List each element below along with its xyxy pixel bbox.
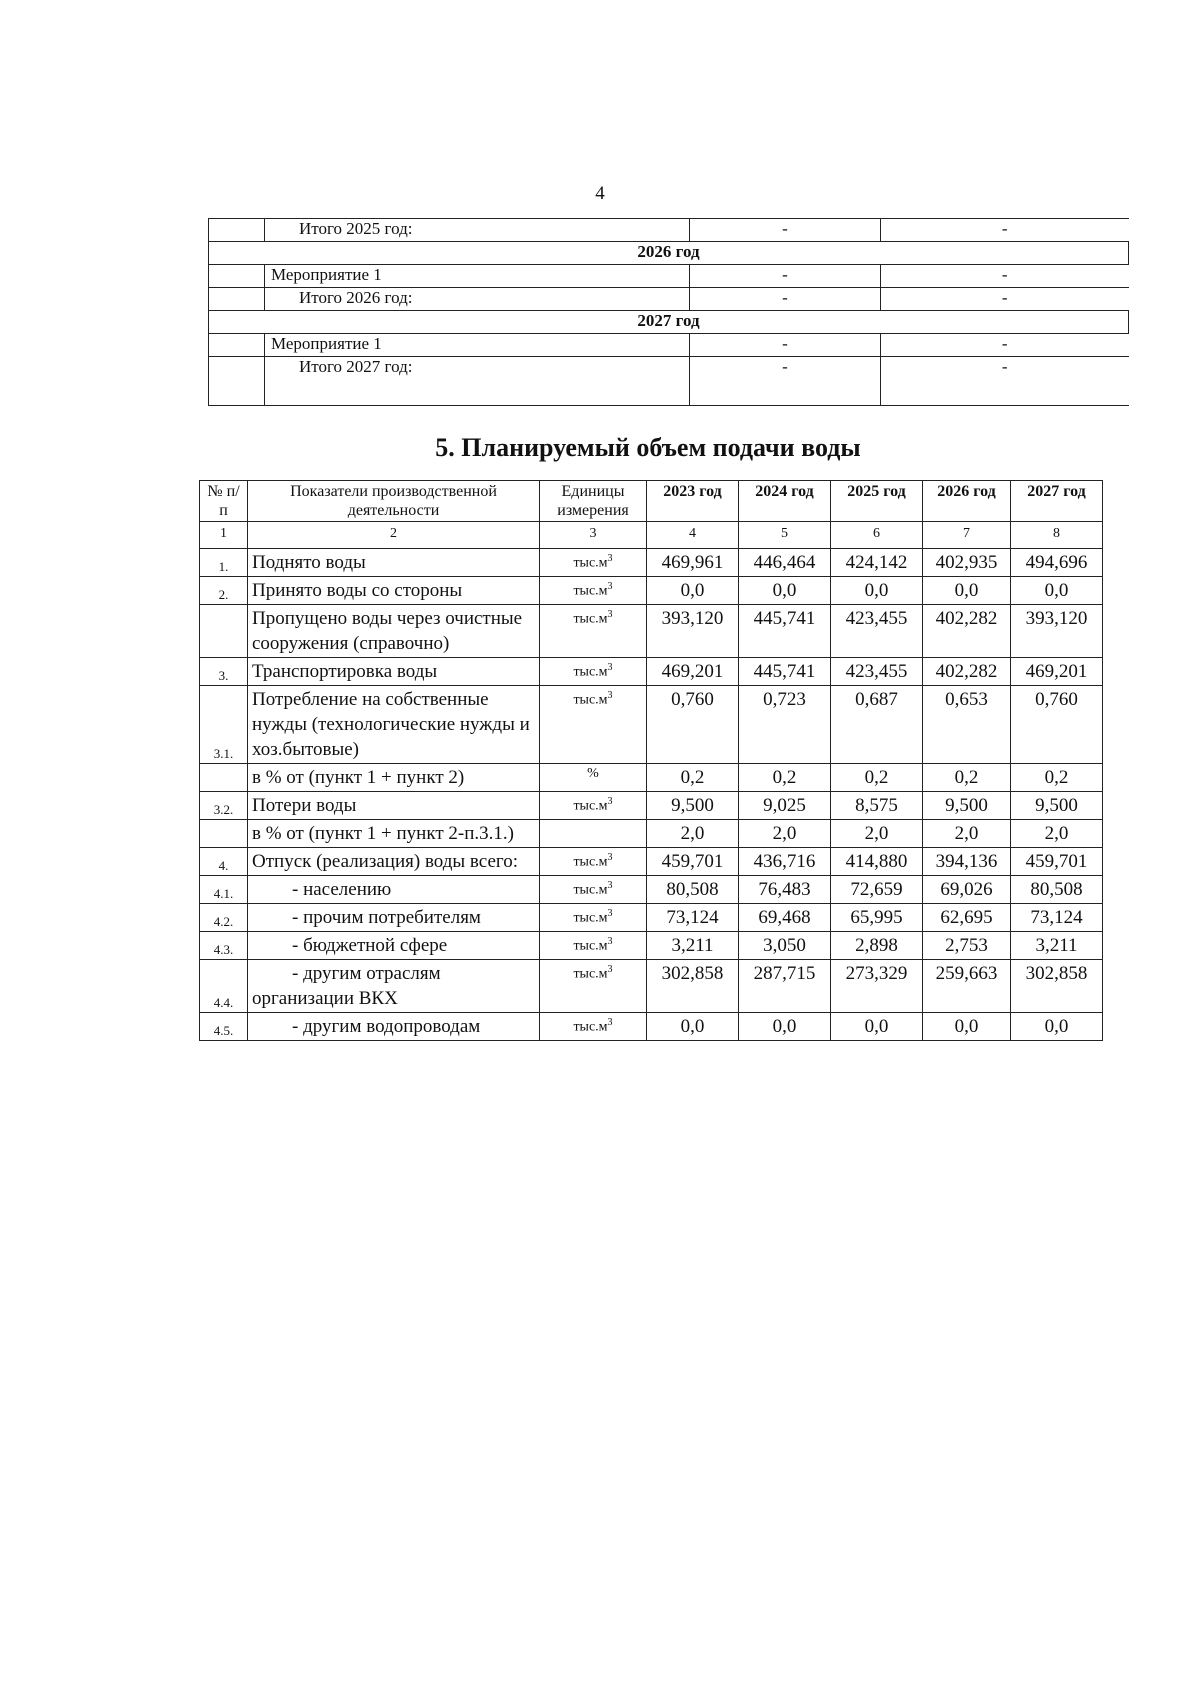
value-cell: 9,025 <box>739 792 831 820</box>
row-number-cell <box>209 357 265 406</box>
unit-cell <box>540 904 647 932</box>
unit-cell <box>540 605 647 658</box>
value-cell: 469,961 <box>647 549 739 577</box>
unit-text: тыс.м <box>573 910 608 926</box>
value-cell: 459,701 <box>647 848 739 876</box>
measure-label: Мероприятие 1 <box>265 265 690 288</box>
row-number-cell <box>209 219 265 242</box>
unit-cell <box>540 960 647 1013</box>
unit-exponent: 3 <box>607 1017 613 1028</box>
table-row <box>200 686 1103 764</box>
value-cell: 494,696 <box>1011 549 1103 577</box>
table-row <box>200 658 1103 686</box>
indicator-label: - бюджетной сфере <box>248 932 540 960</box>
value-cell: 402,935 <box>923 549 1011 577</box>
value-cell: 414,880 <box>831 848 923 876</box>
indicator-label: Поднято воды <box>248 549 540 577</box>
value-cell: 393,120 <box>647 605 739 658</box>
unit-exponent: 3 <box>607 908 613 919</box>
value-cell: 72,659 <box>831 876 923 904</box>
value-cell: - <box>690 357 881 406</box>
value-cell: 0,760 <box>647 686 739 764</box>
value-cell: - <box>881 288 1129 311</box>
row-number-cell <box>209 288 265 311</box>
unit-cell <box>540 764 647 792</box>
value-cell: 0,0 <box>1011 1013 1103 1041</box>
table-row <box>200 792 1103 820</box>
unit-cell <box>540 658 647 686</box>
value-cell: 423,455 <box>831 658 923 686</box>
page-number: 4 <box>595 183 605 204</box>
value-cell: 0,0 <box>739 1013 831 1041</box>
unit-exponent: 3 <box>607 581 613 592</box>
measures-table-continuation <box>208 218 1129 406</box>
row-number: 4.5. <box>200 1013 248 1041</box>
value-cell: 402,282 <box>923 605 1011 658</box>
row-number <box>200 820 248 848</box>
value-cell: 424,142 <box>831 549 923 577</box>
value-cell: 0,0 <box>647 577 739 605</box>
header-year-2026: 2026 год <box>923 481 1011 522</box>
unit-exponent: 3 <box>607 852 613 863</box>
value-cell: 9,500 <box>1011 792 1103 820</box>
unit-exponent: 3 <box>607 936 613 947</box>
column-number: 1 <box>200 522 248 549</box>
unit-exponent: 3 <box>607 796 613 807</box>
unit-text: тыс.м <box>573 798 608 814</box>
value-cell: 459,701 <box>1011 848 1103 876</box>
value-cell: 73,124 <box>1011 904 1103 932</box>
unit-text: % <box>587 766 599 781</box>
column-number: 2 <box>248 522 540 549</box>
value-cell: 0,0 <box>739 577 831 605</box>
value-cell: 469,201 <box>1011 658 1103 686</box>
indicator-label: Отпуск (реализация) воды всего: <box>248 848 540 876</box>
row-number <box>200 605 248 658</box>
total-label: Итого 2026 год: <box>265 288 690 311</box>
unit-text: тыс.м <box>573 583 608 599</box>
value-cell: 2,0 <box>831 820 923 848</box>
header-row <box>200 481 1103 522</box>
indicator-label: - населению <box>248 876 540 904</box>
value-cell: 273,329 <box>831 960 923 1013</box>
column-number: 6 <box>831 522 923 549</box>
row-number <box>200 764 248 792</box>
year-section-heading: 2026 год <box>209 242 1129 265</box>
value-cell: 0,2 <box>739 764 831 792</box>
value-cell: 3,211 <box>1011 932 1103 960</box>
unit-exponent: 3 <box>607 553 613 564</box>
value-cell: 0,2 <box>1011 764 1103 792</box>
value-cell: 402,282 <box>923 658 1011 686</box>
value-cell: 73,124 <box>647 904 739 932</box>
column-number: 5 <box>739 522 831 549</box>
indicator-label: Транспортировка воды <box>248 658 540 686</box>
column-number: 4 <box>647 522 739 549</box>
unit-exponent: 3 <box>607 609 613 620</box>
unit-cell <box>540 848 647 876</box>
value-cell: 259,663 <box>923 960 1011 1013</box>
value-cell: 0,2 <box>923 764 1011 792</box>
value-cell: 69,026 <box>923 876 1011 904</box>
value-cell: 2,0 <box>1011 820 1103 848</box>
unit-text: тыс.м <box>573 938 608 954</box>
row-number: 1. <box>200 549 248 577</box>
table-row <box>200 960 1103 1013</box>
unit-cell <box>540 820 647 848</box>
value-cell: 393,120 <box>1011 605 1103 658</box>
unit-cell <box>540 686 647 764</box>
table-row <box>200 848 1103 876</box>
water-supply-table <box>199 480 1103 1041</box>
header-indicator: Показатели производственной деятельности <box>248 481 540 522</box>
value-cell: 445,741 <box>739 605 831 658</box>
unit-cell <box>540 577 647 605</box>
row-number: 4.2. <box>200 904 248 932</box>
value-cell: 0,687 <box>831 686 923 764</box>
top-table-row <box>209 288 1129 311</box>
value-cell: 0,0 <box>831 577 923 605</box>
value-cell: 287,715 <box>739 960 831 1013</box>
row-number: 4. <box>200 848 248 876</box>
value-cell: 0,0 <box>831 1013 923 1041</box>
unit-cell <box>540 792 647 820</box>
row-number: 4.3. <box>200 932 248 960</box>
row-number-cell <box>209 334 265 357</box>
header-year-2023: 2023 год <box>647 481 739 522</box>
indicator-label: - другим водопроводам <box>248 1013 540 1041</box>
header-year-2024: 2024 год <box>739 481 831 522</box>
unit-text: тыс.м <box>573 664 608 680</box>
value-cell: 446,464 <box>739 549 831 577</box>
row-number: 4.4. <box>200 960 248 1013</box>
value-cell: - <box>690 265 881 288</box>
value-cell: 65,995 <box>831 904 923 932</box>
top-table-row <box>209 334 1129 357</box>
top-table-row <box>209 219 1129 242</box>
value-cell: 0,0 <box>923 577 1011 605</box>
table-row <box>200 1013 1103 1041</box>
value-cell: 0,0 <box>923 1013 1011 1041</box>
unit-text: тыс.м <box>573 555 608 571</box>
indicator-label: Принято воды со стороны <box>248 577 540 605</box>
unit-text: тыс.м <box>573 966 608 982</box>
indicator-label: Потери воды <box>248 792 540 820</box>
value-cell: 445,741 <box>739 658 831 686</box>
value-cell: 76,483 <box>739 876 831 904</box>
table-row <box>200 577 1103 605</box>
unit-text: тыс.м <box>573 611 608 627</box>
column-number: 3 <box>540 522 647 549</box>
value-cell: 302,858 <box>647 960 739 1013</box>
header-unit: Единицы измерения <box>540 481 647 522</box>
header-year-2025: 2025 год <box>831 481 923 522</box>
unit-exponent: 3 <box>607 880 613 891</box>
value-cell: 3,211 <box>647 932 739 960</box>
unit-text: тыс.м <box>573 854 608 870</box>
unit-cell <box>540 549 647 577</box>
indicator-label: в % от (пункт 1 + пункт 2) <box>248 764 540 792</box>
table-row <box>200 549 1103 577</box>
value-cell: 9,500 <box>647 792 739 820</box>
table-row <box>200 932 1103 960</box>
header-year-2027: 2027 год <box>1011 481 1103 522</box>
value-cell: 69,468 <box>739 904 831 932</box>
value-cell: 80,508 <box>1011 876 1103 904</box>
top-table-row <box>209 357 1129 406</box>
indicator-label: - другим отраслям организации ВКХ <box>248 960 540 1013</box>
value-cell: 0,760 <box>1011 686 1103 764</box>
value-cell: - <box>881 265 1129 288</box>
value-cell: 9,500 <box>923 792 1011 820</box>
top-table-row <box>209 265 1129 288</box>
column-number: 8 <box>1011 522 1103 549</box>
table-row <box>200 820 1103 848</box>
value-cell: - <box>881 334 1129 357</box>
row-number: 3.1. <box>200 686 248 764</box>
section-title: 5. Планируемый объем подачи воды <box>435 433 861 462</box>
unit-text: тыс.м <box>573 882 608 898</box>
indicator-label: - прочим потребителям <box>248 904 540 932</box>
value-cell: 394,136 <box>923 848 1011 876</box>
top-table-row <box>209 242 1129 265</box>
total-label: Итого 2025 год: <box>265 219 690 242</box>
row-number: 3. <box>200 658 248 686</box>
value-cell: 0,653 <box>923 686 1011 764</box>
row-number: 2. <box>200 577 248 605</box>
value-cell: - <box>881 357 1129 406</box>
value-cell: 2,753 <box>923 932 1011 960</box>
value-cell: 0,723 <box>739 686 831 764</box>
measure-label: Мероприятие 1 <box>265 334 690 357</box>
value-cell: - <box>690 334 881 357</box>
value-cell: 0,0 <box>1011 577 1103 605</box>
value-cell: 8,575 <box>831 792 923 820</box>
column-number: 7 <box>923 522 1011 549</box>
top-table-row <box>209 311 1129 334</box>
value-cell: 2,0 <box>647 820 739 848</box>
value-cell: 436,716 <box>739 848 831 876</box>
value-cell: 2,0 <box>739 820 831 848</box>
value-cell: 469,201 <box>647 658 739 686</box>
unit-cell <box>540 876 647 904</box>
value-cell: 0,2 <box>831 764 923 792</box>
column-number-row <box>200 522 1103 549</box>
row-number: 4.1. <box>200 876 248 904</box>
indicator-label: в % от (пункт 1 + пункт 2-п.3.1.) <box>248 820 540 848</box>
indicator-label: Пропущено воды через очистные сооружения (справочно) <box>248 605 540 658</box>
value-cell: 0,0 <box>647 1013 739 1041</box>
value-cell: - <box>690 288 881 311</box>
table-row <box>200 764 1103 792</box>
unit-cell <box>540 1013 647 1041</box>
unit-cell <box>540 932 647 960</box>
table-row <box>200 605 1103 658</box>
unit-exponent: 3 <box>607 964 613 975</box>
value-cell: - <box>881 219 1129 242</box>
value-cell: 423,455 <box>831 605 923 658</box>
table-row <box>200 876 1103 904</box>
table-row <box>200 904 1103 932</box>
unit-exponent: 3 <box>607 662 613 673</box>
value-cell: - <box>690 219 881 242</box>
unit-text: тыс.м <box>573 692 608 708</box>
value-cell: 80,508 <box>647 876 739 904</box>
header-num: № п/п <box>200 481 248 522</box>
value-cell: 62,695 <box>923 904 1011 932</box>
indicator-label: Потребление на собственные нужды (технологические нужды и хоз.бытовые) <box>248 686 540 764</box>
year-section-heading: 2027 год <box>209 311 1129 334</box>
total-label: Итого 2027 год: <box>265 357 690 406</box>
row-number: 3.2. <box>200 792 248 820</box>
value-cell: 3,050 <box>739 932 831 960</box>
unit-text: тыс.м <box>573 1019 608 1035</box>
row-number-cell <box>209 265 265 288</box>
unit-exponent: 3 <box>607 690 613 701</box>
value-cell: 2,0 <box>923 820 1011 848</box>
value-cell: 2,898 <box>831 932 923 960</box>
value-cell: 0,2 <box>647 764 739 792</box>
value-cell: 302,858 <box>1011 960 1103 1013</box>
